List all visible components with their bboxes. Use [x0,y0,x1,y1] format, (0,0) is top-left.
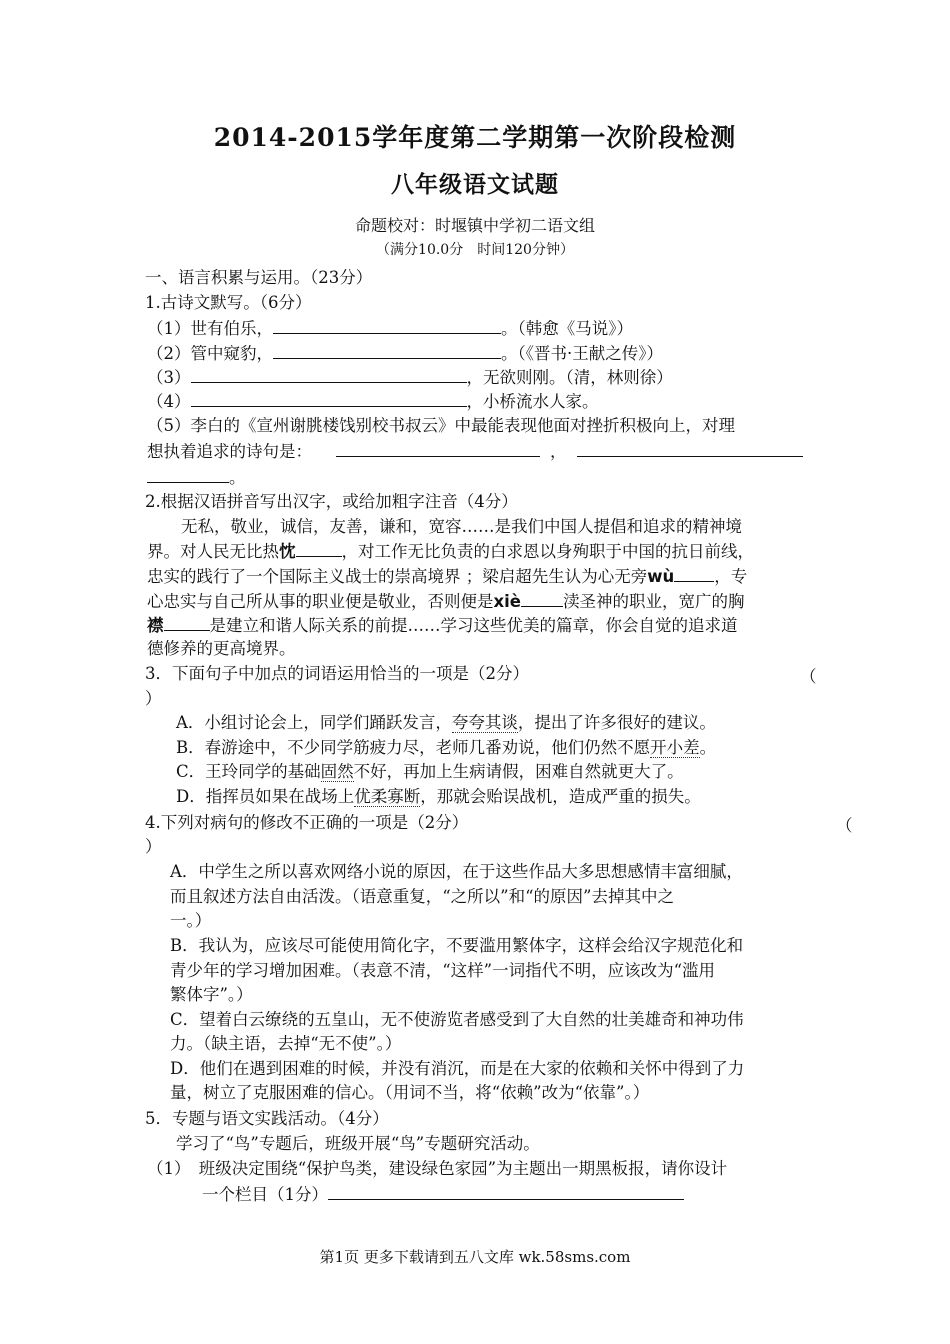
answer-blank[interactable] [164,614,210,631]
q2-para-line-5 [147,614,738,637]
q1-l2-source: 。（《晋书·王献之传》） [501,344,663,363]
q2-para-line-2 [147,540,754,563]
answer-blank[interactable] [674,565,714,582]
dotted-word: 夸夸其谈 [451,713,518,732]
answer-blank[interactable] [191,366,467,383]
q2-para-line-1: 无私，敬业，诚信，友善，谦和，宽容……是我们中国人提倡和追求的精神境 [181,517,742,536]
bold-char: 襟 [147,616,164,635]
q1-l4-text: ，小桥流水人家。 [466,392,599,411]
answer-blank[interactable] [147,466,229,483]
q4-option-d-line-1: D．他们在遇到困难的时候，并没有消沉，而是在大家的依赖和关怀中得到了力 [170,1059,745,1078]
answer-blank[interactable] [296,540,342,557]
q2-para-line-4 [147,590,745,613]
q4-option-c-line-2: 力。（缺主语，去掉“无不使”。） [170,1034,402,1053]
q3-option-c [176,761,684,783]
q2-title: 2.根据汉语拼音写出汉字，或给加粗字注音（4分） [145,492,518,511]
q5-s1b-text: 一个栏目（1分） [202,1185,328,1204]
q5-sub1-line-1: （1） 班级决定围绕“保护鸟类，建设绿色家园”为主题出一期黑板报，请你设计 [147,1159,728,1178]
q3-c-rest: 不好，再加上生病请假，困难自然就更大了。 [353,762,684,781]
q4-option-c-line-1: C．望着白云缭绕的五皇山，无不使游览者感受到了大自然的壮美雄奇和神功伟 [170,1010,744,1029]
q5-intro: 学习了“鸟”专题后，班级开展“鸟”专题研究活动。 [176,1134,540,1153]
q3-paren-close: ） [145,689,162,708]
q1-line-6 [147,440,803,463]
answer-blank[interactable] [273,342,501,359]
q4-option-b-line-1: B．我认为，应该尽可能使用简化字，不要滥用繁体字，这样会给汉字规范化和 [170,936,744,955]
q1-line-5: （5）李白的《宣州谢朓楼饯别校书叔云》中最能表现他面对挫折积极向上，对理 [147,416,735,435]
q1-l7-period: 。 [229,468,246,487]
exam-subtitle: 八年级语文试题 [391,171,559,198]
q5-sub1-line-2 [202,1183,684,1206]
answer-blank[interactable] [521,590,563,607]
answer-blank[interactable] [191,390,467,407]
q3-d-text: D．指挥员如果在战场上 [176,787,355,806]
section-heading: 一、语言积累与运用。（23分） [145,268,373,287]
answer-blank[interactable] [273,317,501,334]
q1-line-2 [147,342,663,365]
q4-option-a-line-3: 一。） [170,911,212,930]
q4-option-b-line-2: 青少年的学习增加困难。（表意不清，“这样”一词指代不明，应该改为“滥用 [170,961,716,980]
q3-paren-open: （ [800,667,817,686]
q2-p2-rest: ，对工作无比负责的白求恩以身殉职于中国的抗日前线， [341,542,754,561]
q1-l1-source: 。（韩愈《马说》） [501,319,633,338]
q1-title: 1.古诗文默写。（6分） [145,293,312,312]
q2-p3-rest: ，专 [714,567,748,586]
q3-a-rest: ，提出了许多很好的建议。 [517,713,716,732]
exam-title: 2014-2015学年度第二学期第一次阶段检测 [213,123,737,152]
dotted-word: 开小差 [650,738,700,757]
proposer-line: 命题校对：时堰镇中学初二语文组 [354,216,595,235]
q1-l6-comma: ， [550,442,567,461]
page-footer: 第1页 更多下载请到五八文库 wk.58sms.com [319,1248,631,1266]
q1-line-7 [147,466,246,489]
answer-blank[interactable] [336,440,540,457]
pinyin: wù [647,567,675,586]
q3-a-text: A．小组讨论会上，同学们踊跃发言， [176,713,452,732]
q1-l4-num: （4） [147,392,191,411]
q3-b-rest: 。 [699,738,717,757]
q4-option-a-line-1: A．中学生之所以喜欢网络小说的原因，在于这些作品大多思想感情丰富细腻， [170,862,743,881]
q4-option-d-line-2: 量，树立了克服困难的信心。（用词不当，将“依赖”改为“依靠”。） [170,1083,650,1102]
q2-p4-text: 心忠实与自己所从事的职业便是敬业，否则便是 [147,592,494,611]
q1-l3-text: ，无欲则刚。（清，林则徐） [466,368,673,387]
q2-p2-text: 界。对人民无比热 [147,542,279,561]
q1-line-1 [147,317,633,340]
q3-option-b [176,737,716,759]
answer-blank[interactable] [577,440,803,457]
q4-option-b-line-3: 繁体字”。） [170,985,253,1004]
q1-l3-num: （3） [147,368,191,387]
pinyin: xiè [493,592,521,611]
bold-char: 忱 [279,542,296,561]
q2-p3-text: 忠实的践行了一个国际主义战士的崇高境界 ；梁启超先生认为心无旁 [147,567,648,586]
q3-b-text: B．春游途中，不少同学筋疲力尽，老师几番劝说，他们仍然不愿 [176,738,651,757]
score-time-line: （满分10.0分 时间120分钟） [376,242,574,258]
q4-paren-open: （ [836,816,853,835]
q2-para-line-6: 德修养的更高境界。 [147,639,296,658]
q1-line-4 [147,390,599,413]
answer-blank[interactable] [328,1183,684,1200]
q4-paren-close: ） [145,837,162,856]
q2-p4-rest: 渎圣神的职业，宽广的胸 [563,592,745,611]
q1-l6-text: 想执着追求的诗句是： [147,442,312,461]
q3-d-rest: ，那就会贻误战机，造成严重的损失。 [420,787,701,806]
q1-l1-text: （1）世有伯乐， [147,319,273,338]
q5-title: 5．专题与语文实践活动。（4分） [145,1109,389,1128]
q2-para-line-3 [147,565,747,588]
q3-title: 3．下面句子中加点的词语运用恰当的一项是（2分） [145,664,529,683]
q3-option-a [176,712,716,734]
q2-p5-rest: 是建立和谐人际关系的前提……学习这些优美的篇章，你会自觉的追求道 [209,616,738,635]
q1-line-3 [147,366,673,389]
dotted-word: 固然 [320,762,354,781]
q3-c-text: C．王玲同学的基础 [176,762,321,781]
q1-l2-text: （2）管中窥豹， [147,344,273,363]
q4-title: 4.下列对病句的修改不正确的一项是（2分） [145,813,469,832]
dotted-word: 优柔寡断 [354,787,421,806]
q3-option-d [176,786,701,808]
q4-option-a-line-2: 而且叙述方法自由活泼。（语意重复，“之所以”和“的原因”去掉其中之 [170,887,674,906]
